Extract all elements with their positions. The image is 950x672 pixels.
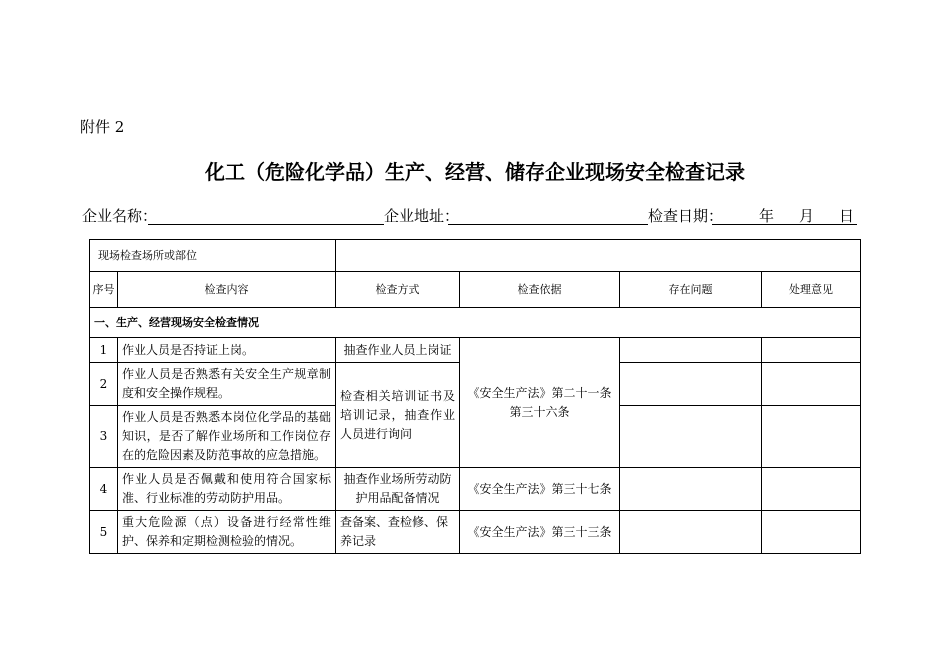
table-row bbox=[90, 511, 861, 554]
row-number: 3 bbox=[90, 406, 118, 468]
row-basis-merged: 《安全生产法》第二十一条第三十六条 bbox=[460, 338, 620, 468]
row-issues-field[interactable] bbox=[620, 406, 762, 468]
date-day: 日 bbox=[839, 207, 855, 225]
row-content: 作业人员是否佩戴和使用符合国家标准、行业标准的劳动防护用品。 bbox=[118, 468, 336, 511]
row-method: 查备案、查检修、保养记录 bbox=[336, 511, 460, 554]
record-header-fields bbox=[82, 205, 860, 227]
row-opinion-field[interactable] bbox=[762, 338, 861, 363]
row-content: 作业人员是否熟悉有关安全生产规章制度和安全操作规程。 bbox=[118, 363, 336, 406]
check-date-label: 检查日期： bbox=[648, 207, 724, 225]
row-content: 重大危险源（点）设备进行经常性维护、保养和定期检测检验的情况。 bbox=[118, 511, 336, 554]
row-issues-field[interactable] bbox=[620, 363, 762, 406]
header-row bbox=[90, 272, 861, 308]
company-address-label: 企业地址： bbox=[384, 207, 460, 225]
location-row bbox=[90, 240, 861, 272]
row-issues-field[interactable] bbox=[620, 468, 762, 511]
company-name-label: 企业名称： bbox=[82, 207, 158, 225]
header-content: 检查内容 bbox=[118, 272, 336, 308]
row-content: 作业人员是否熟悉本岗位化学品的基础知识，是否了解作业场所和工作岗位存在的危险因素及防范事故的应急措施。 bbox=[118, 406, 336, 468]
row-number: 2 bbox=[90, 363, 118, 406]
table-row bbox=[90, 468, 861, 511]
company-address-field[interactable] bbox=[448, 205, 648, 225]
row-issues-field[interactable] bbox=[620, 511, 762, 554]
header-issues: 存在问题 bbox=[620, 272, 762, 308]
row-issues-field[interactable] bbox=[620, 338, 762, 363]
location-field[interactable] bbox=[336, 240, 861, 272]
section-1-title: 一、生产、经营现场安全检查情况 bbox=[90, 308, 861, 338]
section-row bbox=[90, 308, 861, 338]
table-row bbox=[90, 338, 861, 363]
header-method: 检查方式 bbox=[336, 272, 460, 308]
attachment-label: 附件 2 bbox=[80, 118, 125, 136]
row-number: 4 bbox=[90, 468, 118, 511]
location-label: 现场检查场所或部位 bbox=[90, 240, 336, 272]
row-opinion-field[interactable] bbox=[762, 511, 861, 554]
row-method-merged: 检查相关培训证书及培训记录，抽查作业人员进行询问 bbox=[336, 363, 460, 468]
header-no: 序号 bbox=[90, 272, 118, 308]
row-basis: 《安全生产法》第三十三条 bbox=[460, 511, 620, 554]
document-title: 化工（危险化学品）生产、经营、储存企业现场安全检查记录 bbox=[205, 160, 745, 184]
row-basis: 《安全生产法》第三十七条 bbox=[460, 468, 620, 511]
row-content: 作业人员是否持证上岗。 bbox=[118, 338, 336, 363]
date-year: 年 bbox=[759, 207, 775, 225]
inspection-record-table bbox=[89, 239, 861, 554]
row-number: 5 bbox=[90, 511, 118, 554]
row-opinion-field[interactable] bbox=[762, 406, 861, 468]
row-opinion-field[interactable] bbox=[762, 468, 861, 511]
header-basis: 检查依据 bbox=[460, 272, 620, 308]
date-month: 月 bbox=[799, 207, 815, 225]
check-date-field[interactable] bbox=[712, 205, 857, 225]
row-opinion-field[interactable] bbox=[762, 363, 861, 406]
row-number: 1 bbox=[90, 338, 118, 363]
company-name-field[interactable] bbox=[148, 205, 384, 225]
header-opinion: 处理意见 bbox=[762, 272, 861, 308]
row-method: 抽查作业人员上岗证 bbox=[336, 338, 460, 363]
row-method: 抽查作业场所劳动防护用品配备情况 bbox=[336, 468, 460, 511]
